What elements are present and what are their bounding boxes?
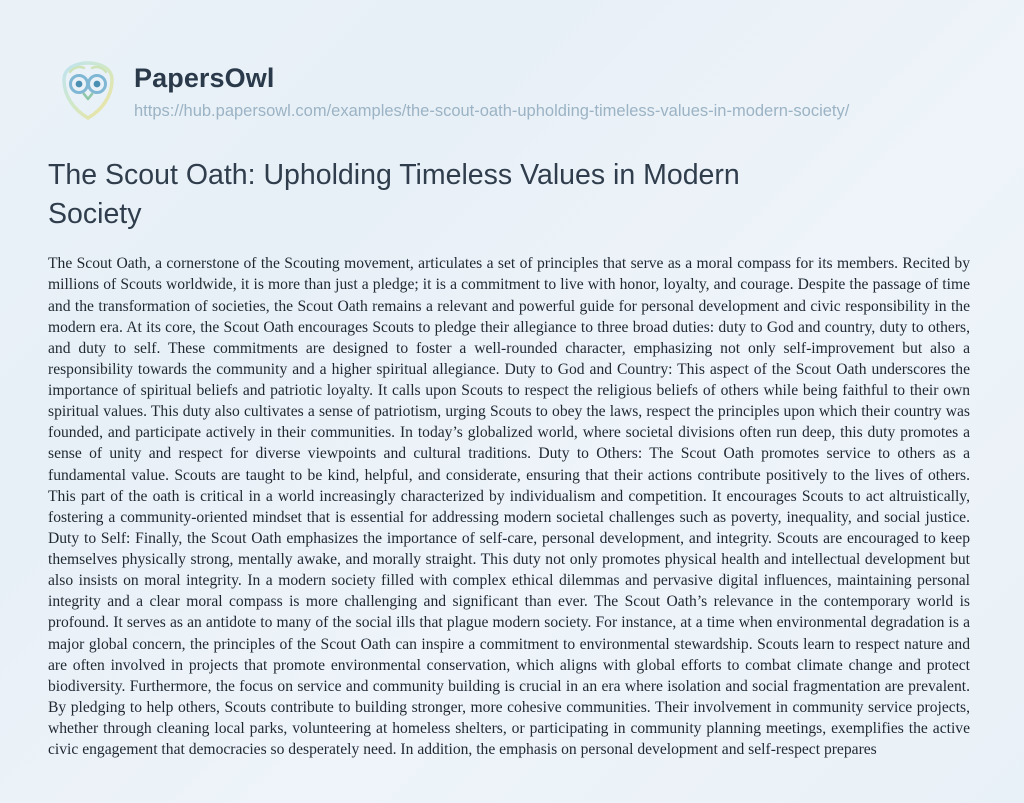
- article-paragraph: The Scout Oath, a cornerstone of the Scouting movement, articulates a set of principles that serve as a moral compass for its members. Recited by millions of Scouts worldwide, it is more than just a pledge; it is a commitment to live with honor, loyalty, and courage. Despite the passage of time and the transformation of societies, the Scout Oath remains a relevant and powerful guide for personal development and civic responsibility in the modern era. At its core, the Scout Oath encourages Scouts to pledge their allegiance to three broad duties: duty to God and country, duty to others, and duty to self. These commitments are designed to foster a well-rounded character, emphasizing not only self-improvement but also a responsibility towards the community and a higher spiritual allegiance. Duty to God and Country: This aspect of the Scout Oath underscores the importance of spiritual beliefs and patriotic loyalty. It calls upon Scouts to respect the religious beliefs of others while being faithful to their own spiritual values. This duty also cultivates a sense of patriotism, urging Scouts to obey the laws, respect the principles upon which their country was founded, and participate actively in their communities. In today’s globalized world, where societal divisions often run deep, this duty promotes a sense of unity and respect for diverse viewpoints and cultural traditions. Duty to Others: The Scout Oath promotes service to others as a fundamental value. Scouts are taught to be kind, helpful, and considerate, ensuring that their actions contribute positively to the lives of others. This part of the oath is critical in a world increasingly characterized by individualism and competition. It encourages Scouts to act altruistically, fostering a community-oriented mindset that is essential for addressing modern societal challenges such as poverty, inequality, and social justice. Duty to Self: Finally, the Scout Oath emphasizes the importance of self-care, personal development, and integrity. Scouts are encouraged to keep themselves physically strong, mentally awake, and morally straight. This duty not only promotes physical health and intellectual development but also insists on moral integrity. In a modern society filled with complex ethical dilemmas and pervasive digital influences, maintaining personal integrity and a clear moral compass is more challenging and significant than ever. The Scout Oath’s relevance in the contemporary world is profound. It serves as an antidote to many of the social ills that plague modern society. For instance, at a time when environmental degradation is a major global concern, the principles of the Scout Oath can inspire a commitment to environmental stewardship. Scouts learn to respect nature and are often involved in projects that promote environmental conservation, which aligns with global efforts to combat climate change and protect biodiversity. Furthermore, the focus on service and community building is crucial in an era where isolation and social fragmentation are prevalent. By pledging to help others, Scouts contribute to building stronger, more cohesive communities. Their involvement in community service projects, whether through cleaning local parks, volunteering at homeless shelters, or participating in community planning meetings, exemplifies the active civic engagement that democracies so desperately need. In addition, the emphasis on personal development and self-respect prepares: [48, 255, 970, 759]
- page-title: The Scout Oath: Upholding Timeless Values in Modern Society: [48, 158, 740, 230]
- source-url[interactable]: https://hub.papersowl.com/examples/the-scout-oath-upholding-timeless-values-in-modern-society/: [134, 101, 850, 120]
- site-header: [48, 0, 976, 124]
- brand-block: [134, 58, 976, 124]
- brand-name: PapersOwl: [134, 63, 275, 93]
- owl-logo-icon: [56, 58, 120, 122]
- article-body: [48, 253, 970, 760]
